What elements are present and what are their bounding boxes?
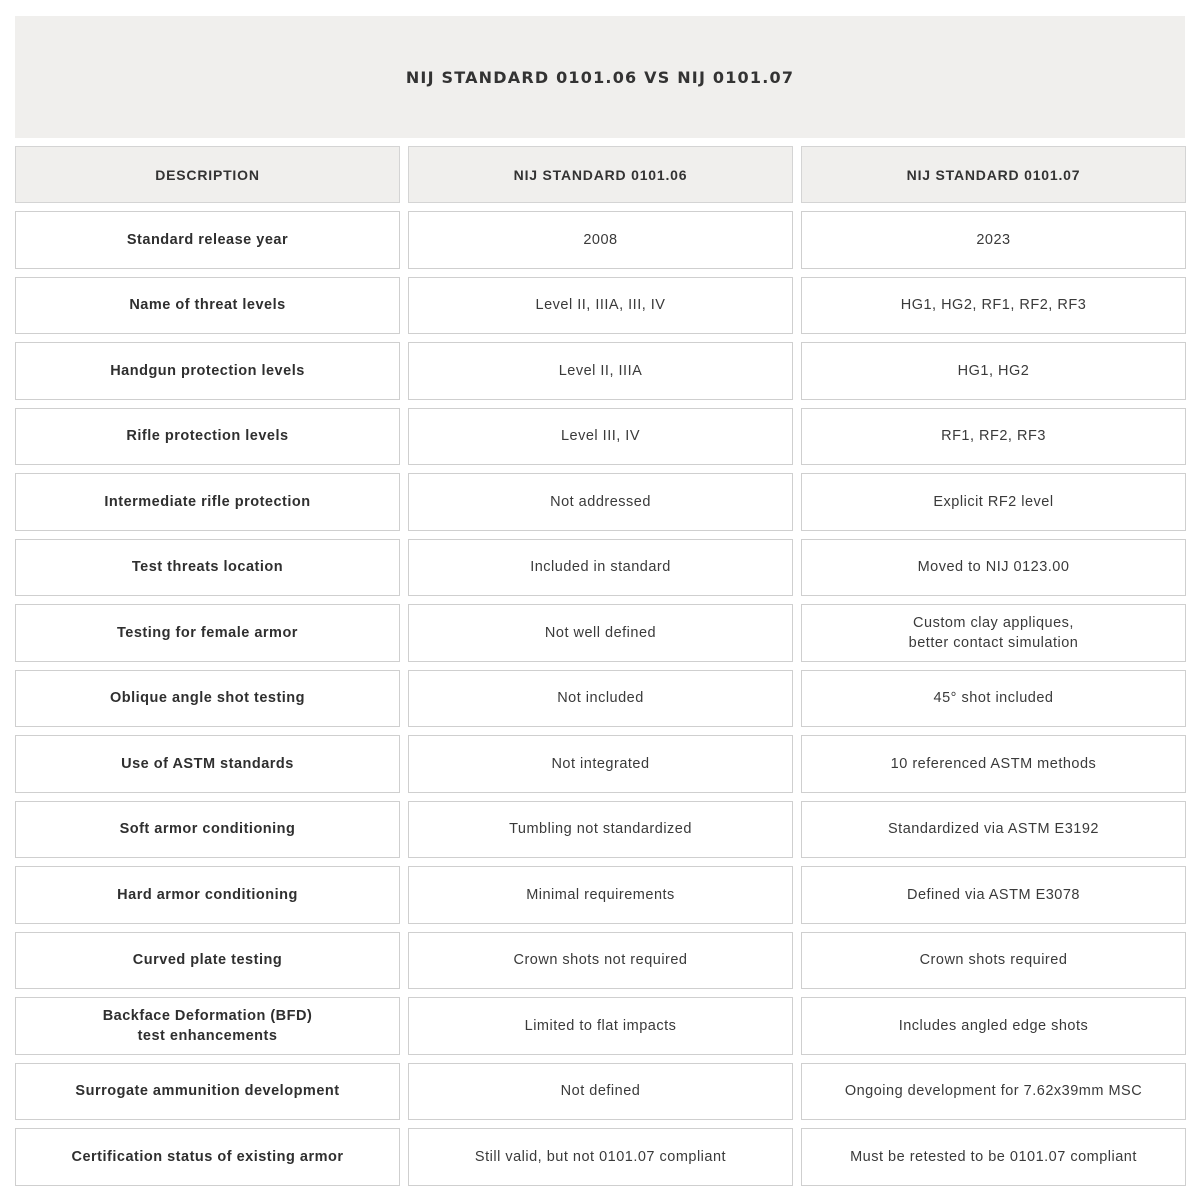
row-value-0101-06: Not integrated bbox=[408, 735, 793, 793]
row-value-0101-07: 45° shot included bbox=[801, 670, 1186, 728]
row-description: Curved plate testing bbox=[15, 932, 400, 990]
row-value-0101-06: Level II, IIIA, III, IV bbox=[408, 277, 793, 335]
row-value-0101-07: Must be retested to be 0101.07 compliant bbox=[801, 1128, 1186, 1186]
row-description: Test threats location bbox=[15, 539, 400, 597]
row-value-0101-07: 2023 bbox=[801, 211, 1186, 269]
row-description: Rifle protection levels bbox=[15, 408, 400, 466]
row-value-0101-06: Limited to flat impacts bbox=[408, 997, 793, 1055]
row-value-0101-07: Standardized via ASTM E3192 bbox=[801, 801, 1186, 859]
row-description: Standard release year bbox=[15, 211, 400, 269]
row-description: Use of ASTM standards bbox=[15, 735, 400, 793]
row-description: Oblique angle shot testing bbox=[15, 670, 400, 728]
row-value-0101-06: Still valid, but not 0101.07 compliant bbox=[408, 1128, 793, 1186]
row-value-0101-06: Not addressed bbox=[408, 473, 793, 531]
row-value-0101-07: Crown shots required bbox=[801, 932, 1186, 990]
row-value-0101-07: Explicit RF2 level bbox=[801, 473, 1186, 531]
row-description: Surrogate ammunition development bbox=[15, 1063, 400, 1121]
row-value-0101-06: Not included bbox=[408, 670, 793, 728]
row-value-0101-06: Not defined bbox=[408, 1063, 793, 1121]
row-value-0101-07: HG1, HG2, RF1, RF2, RF3 bbox=[801, 277, 1186, 335]
row-value-0101-07: HG1, HG2 bbox=[801, 342, 1186, 400]
row-description: Testing for female armor bbox=[15, 604, 400, 662]
row-value-0101-07: 10 referenced ASTM methods bbox=[801, 735, 1186, 793]
header-description: DESCRIPTION bbox=[15, 146, 400, 203]
row-description: Certification status of existing armor bbox=[15, 1128, 400, 1186]
row-value-0101-06: Crown shots not required bbox=[408, 932, 793, 990]
row-value-0101-07: Ongoing development for 7.62x39mm MSC bbox=[801, 1063, 1186, 1121]
row-description: Soft armor conditioning bbox=[15, 801, 400, 859]
row-value-0101-06: Tumbling not standardized bbox=[408, 801, 793, 859]
row-description: Handgun protection levels bbox=[15, 342, 400, 400]
row-value-0101-06: 2008 bbox=[408, 211, 793, 269]
page-title: NIJ STANDARD 0101.06 VS NIJ 0101.07 bbox=[405, 67, 795, 87]
row-value-0101-07: Custom clay appliques, better contact simulation bbox=[801, 604, 1186, 662]
row-description: Name of threat levels bbox=[15, 277, 400, 335]
row-description: Hard armor conditioning bbox=[15, 866, 400, 924]
title-banner bbox=[15, 16, 1185, 138]
header-nij-0101-07: NIJ STANDARD 0101.07 bbox=[801, 146, 1186, 203]
row-value-0101-06: Included in standard bbox=[408, 539, 793, 597]
row-value-0101-06: Level II, IIIA bbox=[408, 342, 793, 400]
row-value-0101-06: Minimal requirements bbox=[408, 866, 793, 924]
header-nij-0101-06: NIJ STANDARD 0101.06 bbox=[408, 146, 793, 203]
row-value-0101-07: RF1, RF2, RF3 bbox=[801, 408, 1186, 466]
row-value-0101-06: Not well defined bbox=[408, 604, 793, 662]
row-description: Backface Deformation (BFD) test enhancements bbox=[15, 997, 400, 1055]
row-value-0101-07: Moved to NIJ 0123.00 bbox=[801, 539, 1186, 597]
row-value-0101-07: Includes angled edge shots bbox=[801, 997, 1186, 1055]
row-value-0101-07: Defined via ASTM E3078 bbox=[801, 866, 1186, 924]
row-description: Intermediate rifle protection bbox=[15, 473, 400, 531]
comparison-table bbox=[15, 146, 1185, 1186]
row-value-0101-06: Level III, IV bbox=[408, 408, 793, 466]
